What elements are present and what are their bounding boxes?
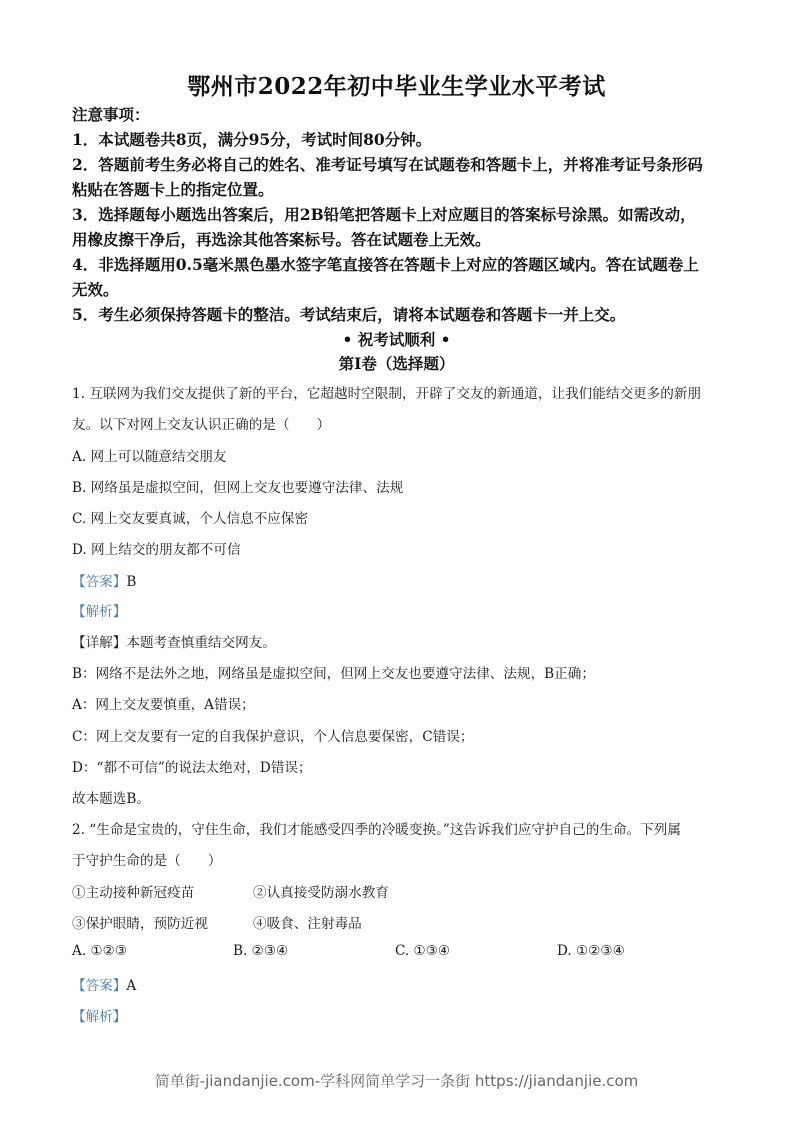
q2-option-d: D. ①②③④ (557, 943, 625, 959)
footer-watermark: 简单街-jiandanjie.com-学科网简单学习一条街 https://jiandanjie.com (154, 1072, 639, 1090)
q1-stem-line: 1. 互联网为我们交友提供了新的平台，它超越时空限制，开辟了交友的新通道，让我们能结交更多的新朋 (72, 386, 702, 402)
notice-line: 1．本试题卷共8页，满分95分，考试时间80分钟。 (72, 130, 432, 149)
notice-line: 无效。 (72, 280, 119, 299)
q2-item-3: ③保护眼睛，预防近视 (72, 916, 208, 932)
answer-tag: 【答案】 (72, 978, 127, 994)
notice-line: 3．选择题每小题选出答案后，用2B铅笔把答题卡上对应题目的答案标号涂黑。如需改动， (72, 205, 696, 224)
notice-line: 粘贴在答题卡上的指定位置。 (72, 180, 274, 199)
q2-stem-line: 于守护生命的是（ ） (72, 853, 222, 869)
q1-analysis-tag: 【解析】 (72, 604, 127, 620)
answer-tag: 【答案】 (72, 574, 127, 590)
answer-value: A (126, 978, 137, 994)
wish-line: • 祝考试顺利 • (342, 330, 451, 349)
notice-line: 用橡皮擦干净后，再选涂其他答案标号。答在试题卷上无效。 (72, 230, 491, 249)
q1-stem-line: 友。以下对网上交友认识正确的是（ ） (72, 417, 331, 433)
q1-option-b: B. 网络虽是虚拟空间，但网上交友也要遵守法律、法规 (72, 480, 404, 496)
notice-heading: 注意事项： (72, 105, 150, 124)
q2-item-1: ①主动接种新冠疫苗 (72, 885, 195, 901)
q2-option-b: B. ②③④ (233, 943, 289, 959)
notice-line: 5．考生必须保持答题卡的整洁。考试结束后，请将本试题卷和答题卡一并上交。 (72, 305, 626, 324)
q2-option-c: C. ①③④ (395, 943, 451, 959)
q2-stem-line: 2. “生命是宝贵的，守住生命，我们才能感受四季的冷暖变换。”这告诉我们应守护自己的生命。下列属 (72, 822, 681, 838)
exam-title: 鄂州市2022年初中毕业生学业水平考试 (187, 73, 606, 100)
q1-detail-line: D：“都不可信”的说法太绝对，D错误； (72, 760, 312, 776)
notice-line: 2．答题前考生务必将自己的姓名、准考证号填写在试题卷和答题卡上，并将准考证号条形码 (72, 155, 703, 174)
q1-option-a: A. 网上可以随意结交朋友 (72, 449, 227, 465)
q1-detail-line: A：网上交友要慎重，A错误； (72, 697, 255, 713)
q1-detail-line: B：网络不是法外之地，网络虽是虚拟空间，但网上交友也要遵守法律、法规，B正确； (72, 666, 595, 682)
q2-answer (72, 974, 136, 994)
section-title: 第Ⅰ卷（选择题） (338, 354, 455, 373)
q2-option-a: A. ①②③ (72, 943, 128, 959)
q1-detail-line: C：网上交友要有一定的自我保护意识，个人信息要保密，C错误； (72, 729, 474, 745)
q2-item-4: ④吸食、注射毒品 (253, 916, 362, 932)
q1-detail-line: 故本题选B。 (72, 791, 150, 807)
q1-option-d: D. 网上结交的朋友都不可信 (72, 542, 241, 558)
q1-answer (72, 570, 136, 590)
q1-option-c: C. 网上交友要真诚，个人信息不应保密 (72, 511, 309, 527)
q1-detail-line: 【详解】本题考查慎重结交网友。 (72, 635, 276, 651)
notice-line: 4．非选择题用0.5毫米黑色墨水签字笔直接答在答题卡上对应的答题区域内。答在试题卷上 (72, 255, 699, 274)
answer-value: B (126, 574, 137, 590)
q2-item-2: ②认真接受防溺水教育 (253, 885, 389, 901)
q2-analysis-tag: 【解析】 (72, 1009, 127, 1025)
